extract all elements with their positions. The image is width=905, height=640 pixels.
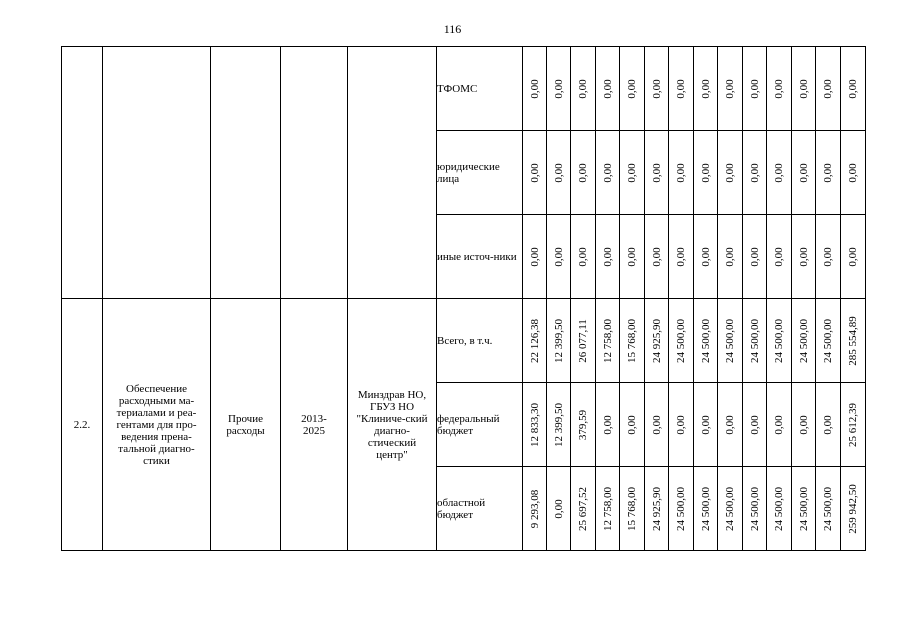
value-cell: 0,00 [767,383,792,467]
source-cell: юридические лица [437,131,523,215]
table-row [62,47,866,131]
value-cell: 0,00 [620,215,645,299]
value-cell: 24 500,00 [816,299,841,383]
value-cell: 22 126,38 [523,299,547,383]
value-cell: 26 077,11 [571,299,596,383]
measure-number: 2.2. [62,299,103,551]
financing-table [61,46,866,551]
value-cell: 0,00 [571,215,596,299]
value-cell: 0,00 [669,131,694,215]
value-cell: 0,00 [547,131,571,215]
value-cell: 25 697,52 [571,467,596,551]
value-cell: 24 500,00 [792,467,816,551]
value-cell: 12 758,00 [596,299,620,383]
value-cell: 0,00 [718,215,743,299]
value-cell: 0,00 [718,383,743,467]
value-cell: 0,00 [743,215,767,299]
value-cell: 0,00 [792,131,816,215]
number-cell-empty [62,47,103,299]
value-cell: 0,00 [645,47,669,131]
value-cell: 0,00 [694,215,718,299]
value-cell: 379,59 [571,383,596,467]
expense-type: Прочие расходы [211,299,281,551]
source-cell: областной бюджет [437,467,523,551]
value-cell: 0,00 [718,131,743,215]
value-cell: 0,00 [841,47,866,131]
value-cell: 0,00 [571,131,596,215]
value-cell: 0,00 [596,47,620,131]
value-cell: 24 925,90 [645,299,669,383]
value-cell: 0,00 [841,215,866,299]
value-cell: 12 833,30 [523,383,547,467]
source-cell: Всего, в т.ч. [437,299,523,383]
value-cell: 0,00 [547,47,571,131]
period-cell-empty [281,47,348,299]
value-cell: 24 500,00 [743,299,767,383]
value-cell: 0,00 [523,131,547,215]
page-number: 116 [443,22,462,36]
table-row [62,299,866,383]
value-cell: 24 500,00 [767,299,792,383]
value-cell: 0,00 [743,47,767,131]
value-cell: 0,00 [767,47,792,131]
value-cell: 0,00 [669,215,694,299]
value-cell: 0,00 [792,47,816,131]
value-cell: 0,00 [645,215,669,299]
value-cell: 24 500,00 [816,467,841,551]
value-cell: 0,00 [816,383,841,467]
measure-name: Обеспечение расходными ма-териалами и реа-гентами для про-ведения пренa-тальной диагно-стики [103,299,211,551]
value-cell: 0,00 [767,215,792,299]
value-cell: 0,00 [792,383,816,467]
value-cell: 24 500,00 [669,299,694,383]
value-cell: 24 500,00 [718,467,743,551]
source-cell: федеральный бюджет [437,383,523,467]
value-cell: 0,00 [645,131,669,215]
value-cell: 0,00 [694,47,718,131]
value-cell: 25 612,39 [841,383,866,467]
value-cell: 0,00 [792,215,816,299]
value-cell: 0,00 [523,47,547,131]
value-cell: 24 500,00 [694,299,718,383]
value-cell: 0,00 [620,47,645,131]
value-cell: 24 500,00 [718,299,743,383]
value-cell: 24 500,00 [767,467,792,551]
value-cell: 0,00 [596,215,620,299]
expense-cell-empty [211,47,281,299]
period: 2013-2025 [281,299,348,551]
value-cell: 0,00 [694,383,718,467]
value-cell: 259 942,50 [841,467,866,551]
value-cell: 24 500,00 [792,299,816,383]
value-cell: 24 500,00 [694,467,718,551]
value-cell: 0,00 [669,383,694,467]
value-cell: 9 293,08 [523,467,547,551]
value-cell: 24 500,00 [669,467,694,551]
value-cell: 0,00 [694,131,718,215]
name-cell-empty [103,47,211,299]
value-cell: 0,00 [571,47,596,131]
value-cell: 0,00 [743,131,767,215]
value-cell: 0,00 [547,215,571,299]
value-cell: 0,00 [620,383,645,467]
value-cell: 0,00 [718,47,743,131]
value-cell: 15 768,00 [620,299,645,383]
value-cell: 24 500,00 [743,467,767,551]
source-cell: иные источ-ники [437,215,523,299]
value-cell: 12 399,50 [547,299,571,383]
executor-cell-empty [348,47,437,299]
value-cell: 0,00 [645,383,669,467]
value-cell: 0,00 [596,383,620,467]
executor: Минздрав НО, ГБУЗ НО "Клиниче-ский диагно-стический центр" [348,299,437,551]
value-cell: 0,00 [816,47,841,131]
value-cell: 0,00 [596,131,620,215]
value-cell: 0,00 [816,131,841,215]
value-cell: 0,00 [669,47,694,131]
value-cell: 0,00 [841,131,866,215]
value-cell: 0,00 [816,215,841,299]
value-cell: 0,00 [523,215,547,299]
value-cell: 0,00 [547,467,571,551]
value-cell: 15 768,00 [620,467,645,551]
value-cell: 0,00 [620,131,645,215]
value-cell: 12 399,50 [547,383,571,467]
source-cell: ТФОМС [437,47,523,131]
value-cell: 0,00 [743,383,767,467]
value-cell: 0,00 [767,131,792,215]
value-cell: 12 758,00 [596,467,620,551]
value-cell: 285 554,89 [841,299,866,383]
value-cell: 24 925,90 [645,467,669,551]
